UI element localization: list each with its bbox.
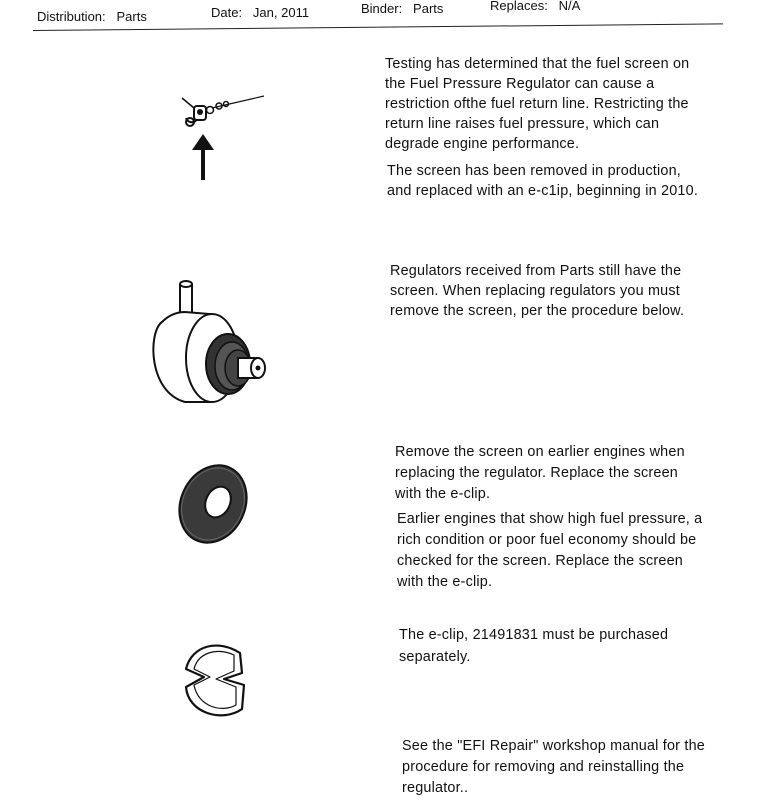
paragraph-earlier-engines: Earlier engines that show high fuel pressure, a rich condition or poor fuel economy should be checked for the screen. Replace the screen with the e-clip. — [397, 511, 703, 590]
distribution-value: Parts — [116, 9, 147, 24]
replaces-field — [490, 0, 580, 13]
fuel-pressure-regulator-illustration — [140, 272, 275, 412]
binder-field — [361, 1, 443, 16]
distribution-field — [37, 9, 147, 24]
binder-value: Parts — [413, 1, 444, 16]
binder-label: Binder: — [361, 1, 403, 16]
fuel-line-screen-illustration — [172, 90, 272, 185]
date-value: Jan, 2011 — [252, 5, 310, 20]
paragraph-eclip-part-number: The e-clip, 21491831 must be purchased separately. — [399, 627, 669, 665]
paragraph-screen-removed: The screen has been removed in production, and replaced with an e-c1ip, beginning in 2010. — [387, 163, 699, 199]
replaces-value: N/A — [558, 0, 581, 13]
paragraph-testing: Testing has determined that the fuel screen on the Fuel Pressure Regulator can cause a restriction ofthe fuel return line. Restricting the return line raises fuel pressure, which can degrade engine performance. — [385, 56, 690, 152]
replaces-label: Replaces: — [490, 0, 548, 13]
fuel-screen-illustration — [172, 458, 254, 550]
paragraph-remove-screen: Remove the screen on earlier engines when replacing the regulator. Replace the screen with the e-clip. — [395, 444, 685, 502]
distribution-label: Distribution: — [37, 9, 106, 24]
paragraph-see-manual: See the "EFI Repair" workshop manual for the procedure for removing and reinstalling the regulator.. — [402, 738, 705, 796]
e-clip-illustration — [178, 635, 256, 727]
date-field — [211, 5, 309, 20]
date-label: Date: — [211, 5, 243, 20]
paragraph-regulators-received: Regulators received from Parts still have the screen. When replacing regulators you must remove the screen, per the procedure below. — [390, 263, 685, 319]
header-divider — [33, 23, 723, 31]
